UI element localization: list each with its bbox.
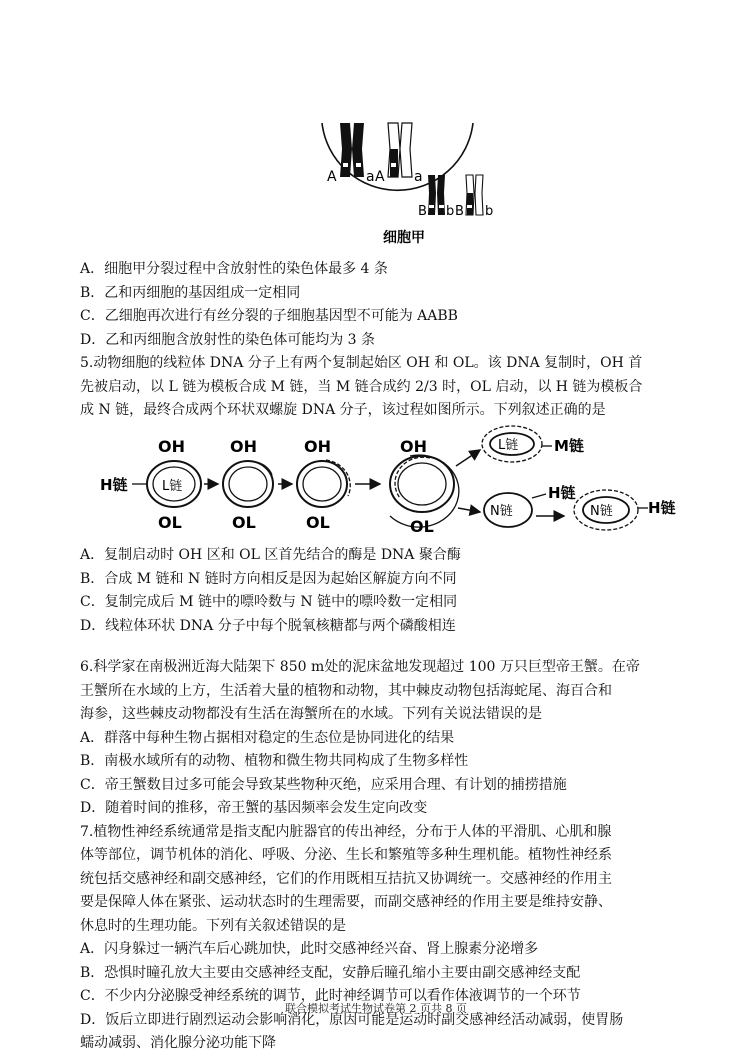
n-chain-label: N链 — [590, 504, 613, 519]
gene-label: A — [327, 169, 337, 185]
cell-label: 细胞甲 — [383, 230, 425, 246]
l-chain-label: L链 — [498, 438, 519, 453]
h-chain-label: H链 — [648, 499, 676, 517]
page-footer: 联合模拟考试生物试卷第 2 页共 8 页 — [285, 1002, 467, 1015]
gene-label: a — [366, 169, 375, 185]
q7-option-a: A．闪身躲过一辆汽车后心跳加快，此时交感神经兴奋、肾上腺素分泌增多 — [80, 941, 539, 957]
gene-label: b — [485, 204, 494, 219]
h-chain-label: H链 — [548, 484, 576, 502]
q5-option-b: B．合成 M 链和 N 链时方向相反是因为起始区解旋方向不同 — [80, 570, 457, 587]
q6-stem-line: 王蟹所在水域的上方，生活着大量的植物和动物，其中棘皮动物包括海蛇尾、海百合和 — [80, 682, 612, 699]
dna-replication-diagram — [80, 420, 680, 538]
q4-option-a: A．细胞甲分裂过程中含放射性的染色体最多 4 条 — [80, 261, 388, 277]
q7-stem-line: 休息时的生理功能。下列有关叙述错误的是 — [80, 917, 346, 934]
q6-option-b: B．南极水域所有的动物、植物和微生物共同构成了生物多样性 — [80, 753, 469, 769]
chromosome-A-dark — [340, 123, 364, 177]
oh-label: OH — [158, 437, 185, 456]
q5-option-c: C．复制完成后 M 链中的嘌呤数与 N 链中的嘌呤数一定相同 — [80, 594, 458, 610]
gene-label: B — [455, 204, 464, 219]
q7-stem-line: 要是保障人体在紧张、运动状态时的生理需要，而副交感神经的作用主要是维持安静、 — [80, 894, 612, 910]
q7-stem-line: 统包括交感神经和副交感神经，它们的作用既相互拮抗又协调统一。交感神经的作用主 — [80, 870, 612, 887]
q6-stem-line: 海参，这些棘皮动物都没有生活在海蟹所在的水域。下列有关说法错误的是 — [80, 706, 542, 722]
q7-stem-line: 体等部位，调节机体的消化、呼吸、分泌、生长和繁殖等多种生理机能。植物性神经系 — [80, 847, 612, 863]
gene-label: b — [446, 204, 455, 219]
q5-stem-line: 成 N 链，最终合成两个环状双螺旋 DNA 分子，该过程如图所示。下列叙述正确的是 — [80, 402, 606, 418]
m-chain-label: M链 — [554, 437, 584, 455]
q4-option-c: C．乙细胞再次进行有丝分裂的子细胞基因型不可能为 AABB — [80, 308, 458, 324]
q6-option-a: A．群落中每种生物占据相对稳定的生态位是协同进化的结果 — [80, 729, 455, 746]
q5-stem-line: 先被启动，以 L 链为模板合成 M 链，当 M 链合成约 2/3 时，OL 启动，以 H 链为模板合 — [80, 378, 643, 395]
q7-option-d-continued: 蠕动减弱、消化腺分泌功能下降 — [80, 1035, 276, 1051]
h-chain-label: H链 — [100, 476, 128, 494]
cell-figure — [310, 95, 494, 260]
q5-options-block — [80, 544, 670, 638]
ol-label: OL — [306, 513, 330, 532]
q6-option-c: C．帝王蟹数目过多可能会导致某些物种灭绝，应采用合理、有计划的捕捞措施 — [80, 776, 567, 793]
chromosome-A-light — [388, 123, 412, 177]
chromosome-B-light — [466, 175, 483, 215]
q7-stem-line: 7.植物性神经系统通常是指支配内脏器官的传出神经，分布于人体的平滑肌、心肌和腺 — [80, 823, 612, 840]
gene-label: B — [418, 204, 427, 219]
q4-option-b: B．乙和丙细胞的基因组成一定相同 — [80, 284, 301, 301]
n-chain-label: N链 — [490, 504, 513, 519]
l-chain-label: L链 — [162, 479, 183, 494]
q5-stem-line: 5.动物细胞的线粒体 DNA 分子上有两个复制起始区 OH 和 OL。该 DNA 复制时，OH 首 — [80, 355, 643, 371]
q5-option-a: A．复制启动时 OH 区和 OL 区首先结合的酶是 DNA 聚合酶 — [80, 547, 461, 563]
q4-option-d: D．乙和丙细胞含放射性的染色体可能均为 3 条 — [80, 331, 376, 348]
cell-diagram — [310, 95, 494, 260]
q7-option-c: C．不少内分泌腺受神经系统的调节，此时神经调节可以看作体液调节的一个环节 — [80, 988, 581, 1004]
oh-label: OH — [230, 437, 257, 456]
gene-label: A — [375, 169, 385, 185]
q7-option-d: D．饭后立即进行剧烈运动会影响消化，原因可能是运动时副交感神经活动减弱，使胃肠 — [80, 1011, 624, 1028]
gene-label: a — [414, 169, 423, 185]
q6-stem-line: 6.科学家在南极洲近海大陆架下 850 m处的泥床盆地发现超过 100 万只巨型帝王蟹。在帝 — [80, 659, 640, 675]
chromosome-B-dark — [428, 175, 445, 215]
oh-label: OH — [400, 437, 427, 456]
q6-option-d: D．随着时间的推移，帝王蟹的基因频率会发生定向改变 — [80, 800, 428, 816]
q5-option-d: D．线粒体环状 DNA 分子中每个脱氧核糖都与两个磷酸相连 — [80, 617, 456, 634]
ol-label: OL — [410, 517, 434, 536]
ol-label: OL — [232, 513, 256, 532]
ol-label: OL — [158, 513, 182, 532]
q6-q7-block — [80, 656, 670, 1056]
q4-q5-block — [80, 258, 670, 423]
oh-label: OH — [304, 437, 331, 456]
dna-replication-figure — [80, 420, 680, 538]
q7-option-b: B．恐惧时瞳孔放大主要由交感神经支配，安静后瞳孔缩小主要由副交感神经支配 — [80, 964, 581, 981]
